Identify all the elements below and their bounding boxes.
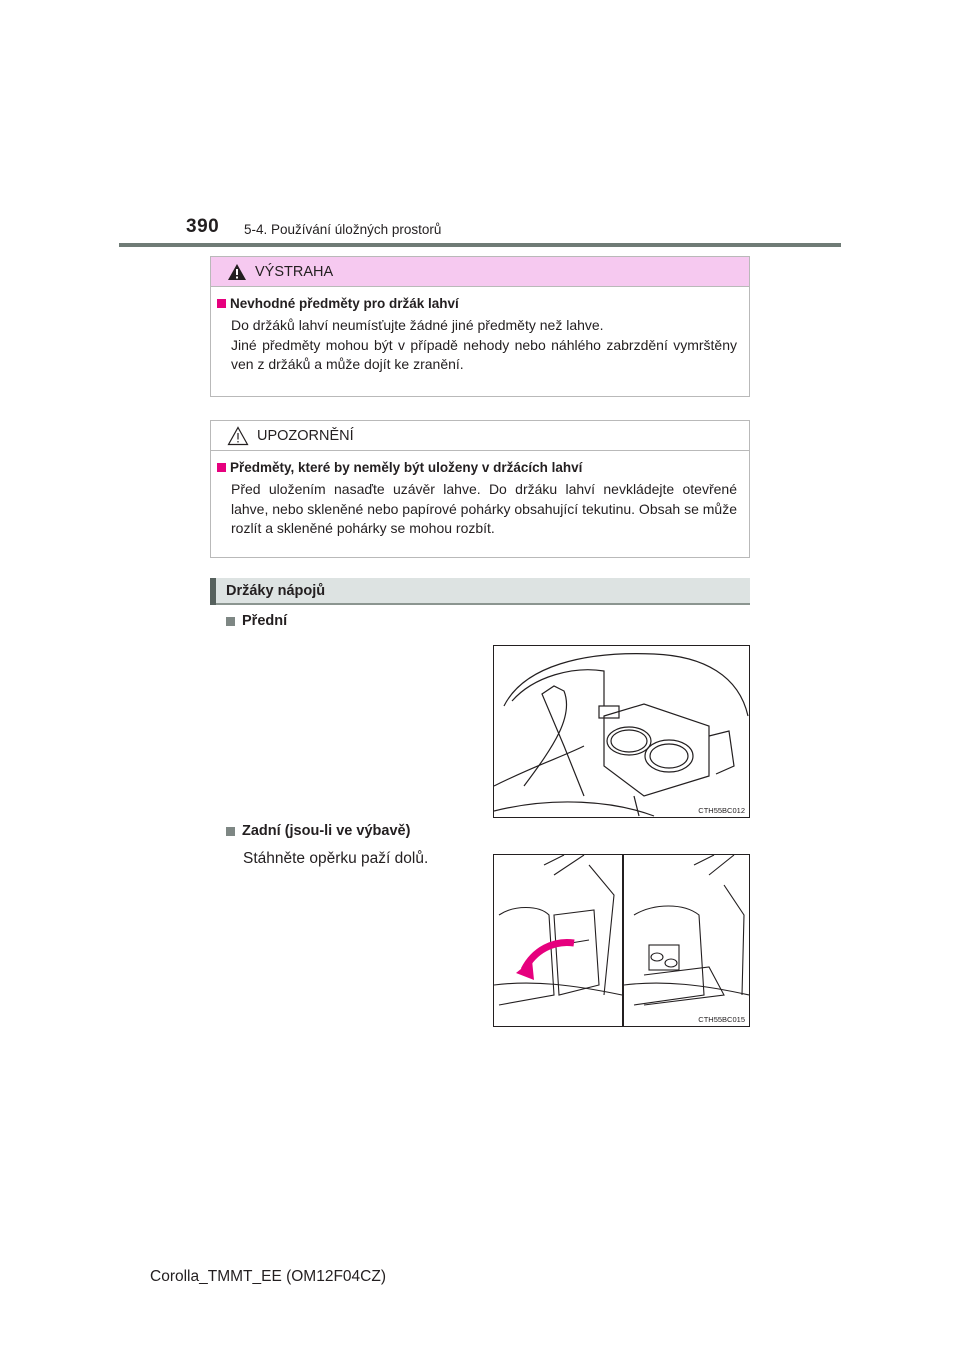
figure-code: CTH55BC012 <box>698 806 745 815</box>
footer: Corolla_TMMT_EE (OM12F04CZ) <box>150 1268 386 1285</box>
bullet-square-icon <box>226 827 235 836</box>
caution-item-title <box>217 460 749 475</box>
caution-header <box>211 421 749 451</box>
header-rule <box>119 243 841 247</box>
rear-title: Zadní (jsou-li ve výbavě) <box>242 823 411 839</box>
figure-code: CTH55BC015 <box>698 1015 745 1024</box>
warning-item-title <box>217 296 749 311</box>
front-cupholder-figure <box>493 645 750 818</box>
warning-item-title-text: Nevhodné předměty pro držák lahví <box>230 296 459 311</box>
front-subheading <box>226 613 287 629</box>
rear-armrest-illustration <box>494 855 749 1026</box>
section-title: 5-4. Používání úložných prostorů <box>244 222 442 237</box>
section-heading-text: Držáky nápojů <box>226 583 326 599</box>
heading-accent <box>210 578 216 605</box>
bullet-square-icon <box>217 463 226 472</box>
rear-instruction: Stáhněte opěrku paží dolů. <box>243 850 429 867</box>
warning-line: Do držáků lahví neumísťujte žádné jiné předměty než lahve. <box>231 317 604 333</box>
warning-label: VÝSTRAHA <box>255 263 334 280</box>
caution-box <box>210 420 750 558</box>
section-heading <box>210 578 750 605</box>
warning-header <box>211 257 749 287</box>
caution-item-title-text: Předměty, které by neměly být uloženy v držácích lahví <box>230 460 583 475</box>
page-number: 390 <box>186 216 220 237</box>
warning-line: Jiné předměty mohou být v případě nehody nebo náhlého zabrzdění vymrštěny ven z držáků a může dojít ke zranění. <box>231 336 737 372</box>
caution-label: UPOZORNĚNÍ <box>257 427 354 444</box>
front-title: Přední <box>242 613 288 629</box>
bullet-square-icon <box>226 617 235 626</box>
caution-text: Před uložením nasaďte uzávěr lahve. Do držáku lahví nevkládejte otevřené lahve, nebo skleněné nebo papírové pohárky obsahující tekutinu. Obsah se může rozlít a skleněné pohárky se mohou rozbít. <box>231 481 737 536</box>
warning-box <box>210 256 750 397</box>
warning-text <box>231 316 737 375</box>
warning-triangle-icon <box>227 263 247 281</box>
bullet-square-icon <box>217 299 226 308</box>
rear-cupholder-figure <box>493 854 750 1027</box>
front-cupholder-illustration <box>494 646 749 817</box>
rear-subheading <box>226 823 410 839</box>
caution-triangle-icon <box>227 426 249 446</box>
